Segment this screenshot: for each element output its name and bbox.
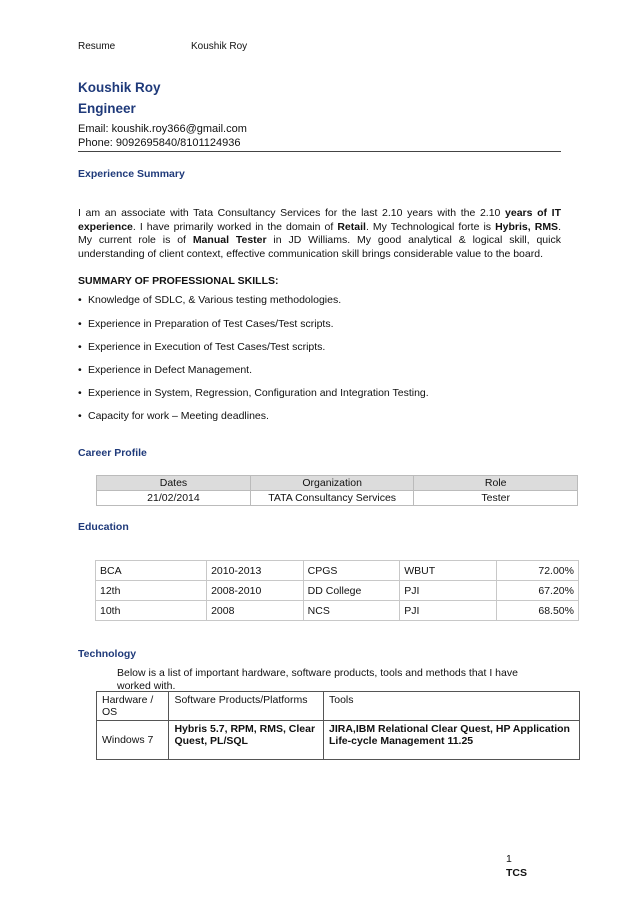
career-cell: Tester [414,491,578,506]
experience-heading: Experience Summary [78,168,185,180]
tech-header-software: Software Products/Platforms [169,692,324,721]
education-heading: Education [78,521,129,533]
edu-cell: 12th [96,581,207,601]
email-line: Email: koushik.roy366@gmail.com [78,123,247,135]
edu-cell: DD College [303,581,400,601]
career-table [96,475,578,506]
career-heading: Career Profile [78,447,147,459]
skill-item: • Knowledge of SDLC, & Various testing methodologies. [78,294,342,306]
phone-line: Phone: 9092695840/8101124936 [78,137,241,149]
career-cell: TATA Consultancy Services [250,491,414,506]
page-number: 1 [506,853,512,865]
candidate-name: Koushik Roy [78,80,161,95]
edu-cell: PJI [400,581,497,601]
edu-cell: WBUT [400,561,497,581]
header-resume-label: Resume [78,41,116,52]
career-header-organization: Organization [250,476,414,491]
table-row [96,561,579,581]
career-header-dates: Dates [97,476,251,491]
skill-item: • Experience in System, Regression, Configuration and Integration Testing. [78,387,429,399]
tech-cell-tools: JIRA,IBM Relational Clear Quest, HP Application Life-cycle Management 11.25 [323,721,579,760]
technology-intro: Below is a list of important hardware, software products, tools and methods that I have worked with. [117,667,518,692]
edu-cell: PJI [400,601,497,621]
skills-heading: SUMMARY OF PROFESSIONAL SKILLS: [78,275,279,287]
candidate-title: Engineer [78,101,136,116]
edu-cell: 2008 [207,601,304,621]
edu-cell: 10th [96,601,207,621]
edu-cell: BCA [96,561,207,581]
technology-table [96,691,580,760]
table-row [96,601,579,621]
skill-item: • Experience in Preparation of Test Cases/Test scripts. [78,318,334,330]
tech-cell-software: Hybris 5.7, RPM, RMS, Clear Quest, PL/SQL [169,721,324,760]
career-cell: 21/02/2014 [97,491,251,506]
header-divider [78,151,561,152]
footer-company: TCS [506,867,527,879]
tech-header-tools: Tools [323,692,579,721]
education-table [95,560,579,621]
skill-item: • Experience in Execution of Test Cases/Test scripts. [78,341,326,353]
edu-cell: 68.50% [496,601,578,621]
edu-cell: 67.20% [496,581,578,601]
edu-cell: CPGS [303,561,400,581]
edu-cell: 2008-2010 [207,581,304,601]
skill-item: • Capacity for work – Meeting deadlines. [78,410,269,422]
header-name-label: Koushik Roy [191,41,248,52]
experience-paragraph: I am an associate with Tata Consultancy Services for the last 2.10 years with the 2.10 years of IT experience. I have primarily worked in the domain of Retail. My Technological forte is Hybris, RMS. My current role is of Manual Tester in JD Williams. My good analytical & logical skill, quick understanding of client context, effective communication skill brings considerable value to the board. [78,207,561,260]
table-row [97,721,580,760]
career-header-role: Role [414,476,578,491]
edu-cell: 2010-2013 [207,561,304,581]
edu-cell: NCS [303,601,400,621]
table-row [97,491,578,506]
edu-cell: 72.00% [496,561,578,581]
tech-cell-hardware: Windows 7 [97,721,169,760]
skill-item: • Experience in Defect Management. [78,364,253,376]
table-row [96,581,579,601]
technology-heading: Technology [78,648,137,660]
tech-header-hardware: Hardware / OS [97,692,169,721]
